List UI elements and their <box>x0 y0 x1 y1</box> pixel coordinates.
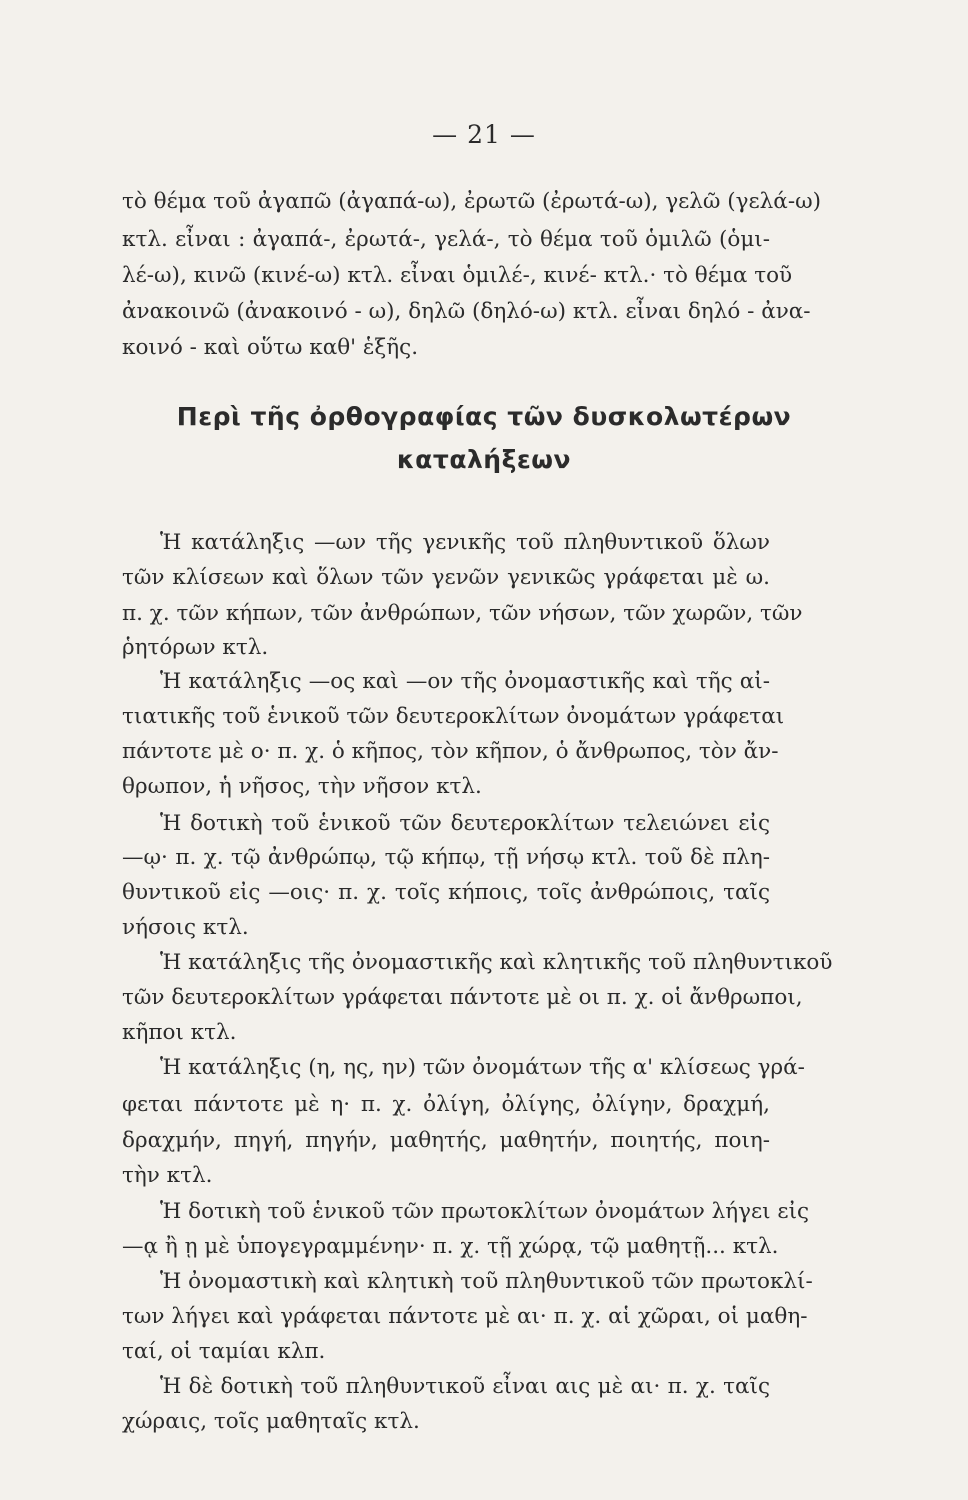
text-line: ταί, οἱ ταμίαι κλπ. <box>122 1339 326 1364</box>
text-line: Ἡ κατάληξις (η, ης, ην) τῶν ὀνομάτων τῆς α' κλίσεως γρά- <box>160 1055 805 1080</box>
text-line: τῶν κλίσεων καὶ ὅλων τῶν γενῶν γενικῶς γράφεται μὲ ω. <box>122 565 770 590</box>
text-line: φεται πάντοτε μὲ η· π. χ. ὀλίγη, ὀλίγης, ὀλίγην, δραχμή, <box>122 1092 770 1117</box>
text-line: κτλ. εἶναι : ἀγαπά-, ἐρωτά-, γελά-, τὸ θέμα τοῦ ὁμιλῶ (ὁμι- <box>122 227 770 252</box>
text-line: ῥητόρων κτλ. <box>122 635 269 660</box>
text-line: θρωπον, ἡ νῆσος, τὴν νῆσον κτλ. <box>122 774 482 799</box>
text-line: Ἡ δοτικὴ τοῦ ἑνικοῦ τῶν πρωτοκλίτων ὀνομάτων λήγει εἰς <box>160 1199 810 1224</box>
text-line: Ἡ δὲ δοτικὴ τοῦ πληθυντικοῦ εἶναι αις μὲ αι· π. χ. ταῖς <box>160 1374 770 1399</box>
text-line: Ἡ ὀνομαστικὴ καὶ κλητικὴ τοῦ πληθυντικοῦ τῶν πρωτοκλί- <box>160 1269 813 1294</box>
section-heading-line2: καταλήξεων <box>396 445 572 474</box>
text-line: Ἡ κατάληξις —ων τῆς γενικῆς τοῦ πληθυντικοῦ ὅλων <box>160 530 770 555</box>
text-line: Ἡ κατάληξις —ος καὶ —ον τῆς ὀνομαστικῆς καὶ τῆς αἰ- <box>160 669 770 694</box>
text-line: νήσοις κτλ. <box>122 915 249 940</box>
section-heading-line1: Περὶ τῆς ὀρθογραφίας τῶν δυσκολωτέρων <box>176 402 792 431</box>
text-line: —ᾳ ἢ ῃ μὲ ὑπογεγραμμένην· π. χ. τῇ χώρᾳ, τῷ μαθητῇ... κτλ. <box>122 1234 779 1259</box>
text-line: πάντοτε μὲ ο· π. χ. ὁ κῆπος, τὸν κῆπον, ὁ ἄνθρωπος, τὸν ἄν- <box>122 739 779 764</box>
text-line: κῆποι κτλ. <box>122 1020 237 1045</box>
text-line: χώραις, τοῖς μαθηταῖς κτλ. <box>122 1409 420 1434</box>
text-line: κοινό - καὶ οὕτω καθ' ἑξῆς. <box>122 335 419 360</box>
page-number: — 21 — <box>432 120 536 149</box>
text-line: τὸ θέμα τοῦ ἀγαπῶ (ἀγαπά-ω), ἐρωτῶ (ἐρωτά-ω), γελῶ (γελά-ω) <box>122 189 822 214</box>
text-line: τῶν δευτεροκλίτων γράφεται πάντοτε μὲ οι π. χ. οἱ ἄνθρωποι, <box>122 985 803 1010</box>
text-line: τιατικῆς τοῦ ἑνικοῦ τῶν δευτεροκλίτων ὀνομάτων γράφεται <box>122 704 785 729</box>
text-line: λέ-ω), κινῶ (κινέ-ω) κτλ. εἶναι ὁμιλέ-, κινέ- κτλ.· τὸ θέμα τοῦ <box>122 263 793 288</box>
text-line: —ῳ· π. χ. τῷ ἀνθρώπῳ, τῷ κήπῳ, τῇ νήσῳ κτλ. τοῦ δὲ πλη- <box>122 845 770 870</box>
text-line: Ἡ δοτικὴ τοῦ ἑνικοῦ τῶν δευτεροκλίτων τελειώνει εἰς <box>160 811 770 836</box>
text-line: θυντικοῦ εἰς —οις· π. χ. τοῖς κήποις, τοῖς ἀνθρώποις, ταῖς <box>122 880 770 905</box>
text-line: τὴν κτλ. <box>122 1163 213 1188</box>
text-line: π. χ. τῶν κήπων, τῶν ἀνθρώπων, τῶν νήσων, τῶν χωρῶν, τῶν <box>122 601 803 626</box>
text-line: Ἡ κατάληξις τῆς ὀνομαστικῆς καὶ κλητικῆς τοῦ πληθυντικοῦ <box>160 950 833 975</box>
text-line: ἀνακοινῶ (ἀνακοινό - ω), δηλῶ (δηλό-ω) κτλ. εἶναι δηλό - ἀνα- <box>122 299 811 324</box>
text-line: δραχμήν, πηγή, πηγήν, μαθητής, μαθητήν, ποιητής, ποιη- <box>122 1128 770 1153</box>
text-line: των λήγει καὶ γράφεται πάντοτε μὲ αι· π. χ. αἱ χῶραι, οἱ μαθη- <box>122 1304 808 1329</box>
